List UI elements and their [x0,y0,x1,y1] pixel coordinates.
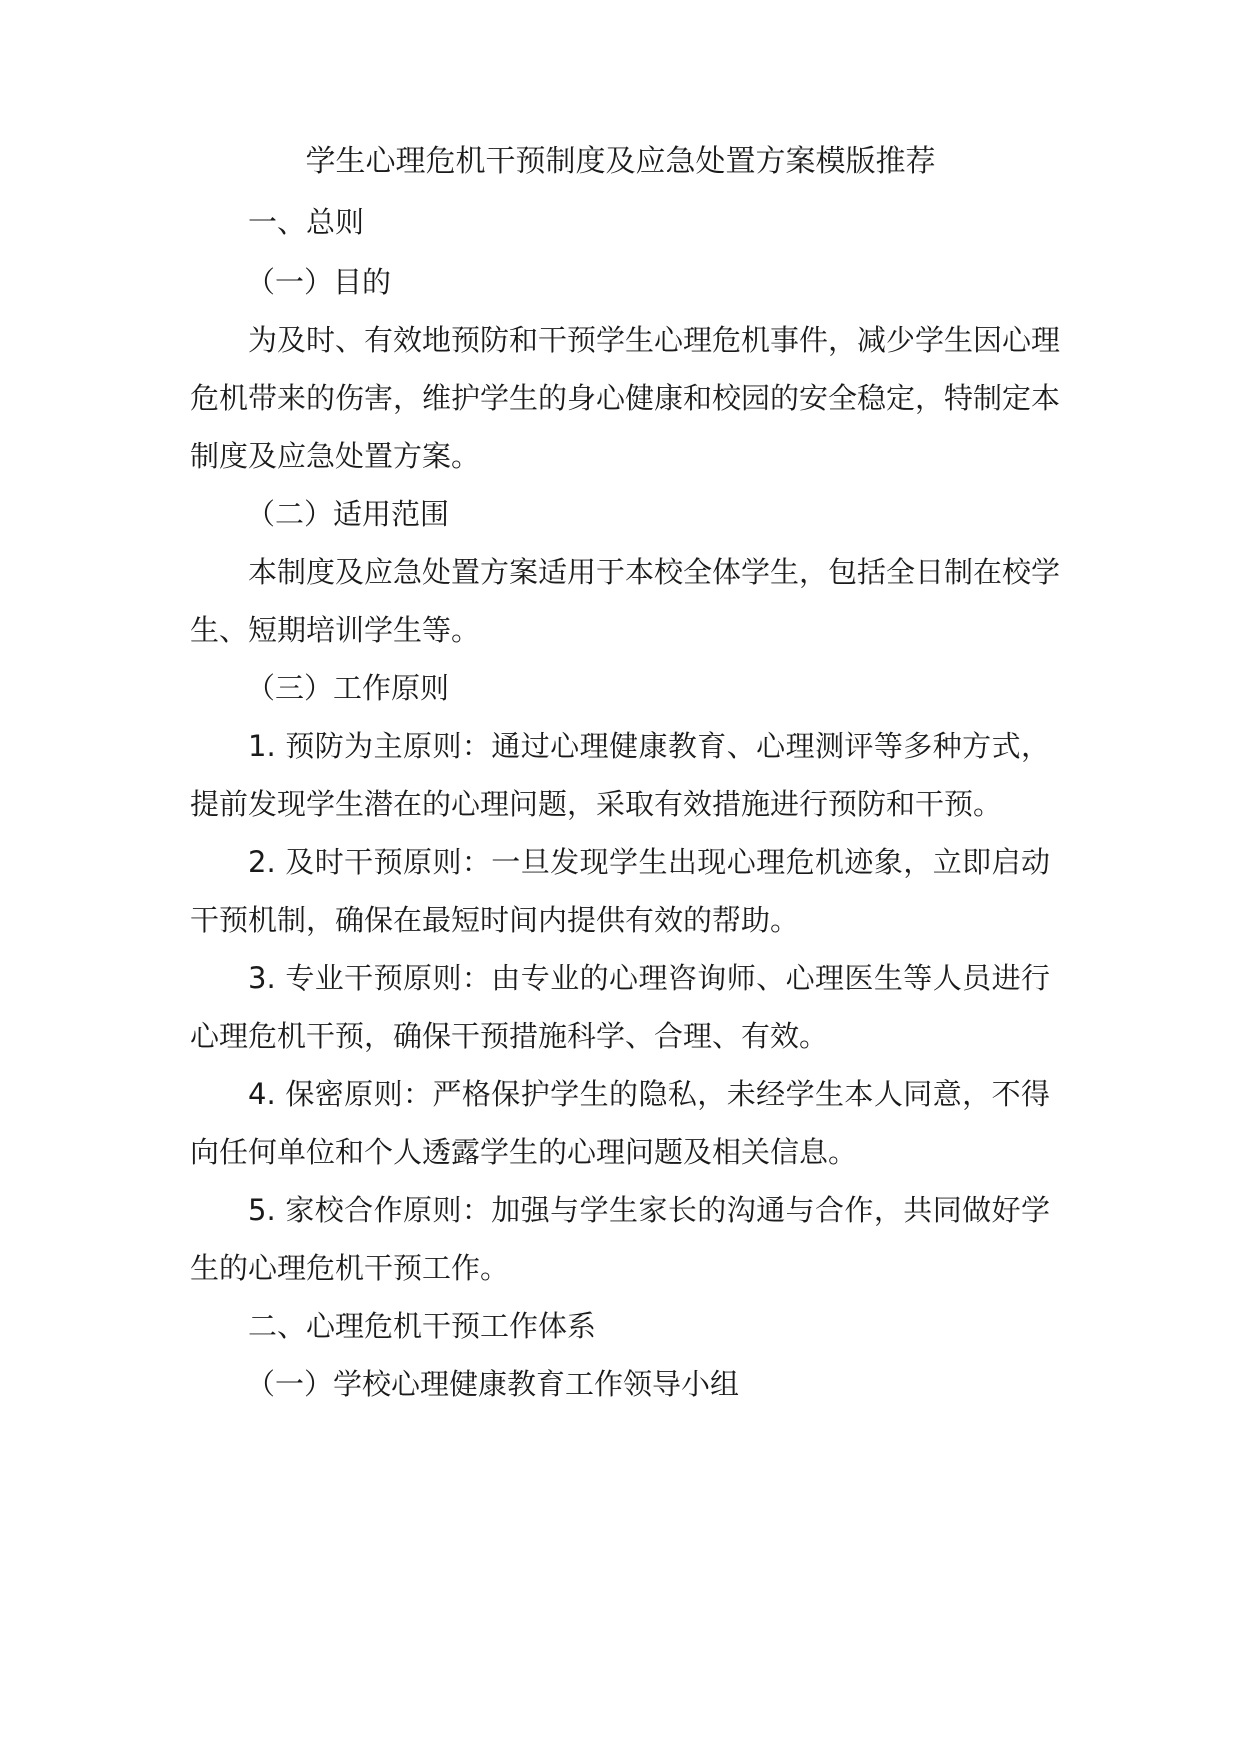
section-heading-general: 一、总则 [248,205,365,239]
principle-line: 1. 预防为主原则：通过心理健康教育、心理测评等多种方式， [248,729,1050,763]
paragraph-line: 制度及应急处置方案。 [190,439,481,473]
principle-line: 向任何单位和个人透露学生的心理问题及相关信息。 [190,1135,858,1169]
principle-line: 5. 家校合作原则：加强与学生家长的沟通与合作，共同做好学 [248,1193,1050,1227]
principle-line: 2. 及时干预原则：一旦发现学生出现心理危机迹象，立即启动 [248,845,1050,879]
principle-line: 4. 保密原则：严格保护学生的隐私，未经学生本人同意，不得 [248,1077,1050,1111]
paragraph-line: 本制度及应急处置方案适用于本校全体学生，包括全日制在校学 [248,555,1061,589]
paragraph-line: 危机带来的伤害，维护学生的身心健康和校园的安全稳定，特制定本 [190,381,1061,415]
subheading-purpose: （一）目的 [246,265,392,299]
section-heading-system: 二、心理危机干预工作体系 [248,1309,597,1343]
document-title: 学生心理危机干预制度及应急处置方案模版推荐 [305,144,936,179]
paragraph-line: 生、短期培训学生等。 [190,613,481,647]
subheading-leadership-group: （一）学校心理健康教育工作领导小组 [246,1367,740,1401]
subheading-scope: （二）适用范围 [246,497,450,531]
principle-line: 3. 专业干预原则：由专业的心理咨询师、心理医生等人员进行 [248,961,1050,995]
principle-line: 干预机制，确保在最短时间内提供有效的帮助。 [190,903,800,937]
principle-line: 提前发现学生潜在的心理问题，采取有效措施进行预防和干预。 [190,787,1003,821]
principle-line: 生的心理危机干预工作。 [190,1251,510,1285]
paragraph-line: 为及时、有效地预防和干预学生心理危机事件，减少学生因心理 [248,323,1061,357]
principle-line: 心理危机干预，确保干预措施科学、合理、有效。 [190,1019,829,1053]
subheading-principles: （三）工作原则 [246,671,450,705]
